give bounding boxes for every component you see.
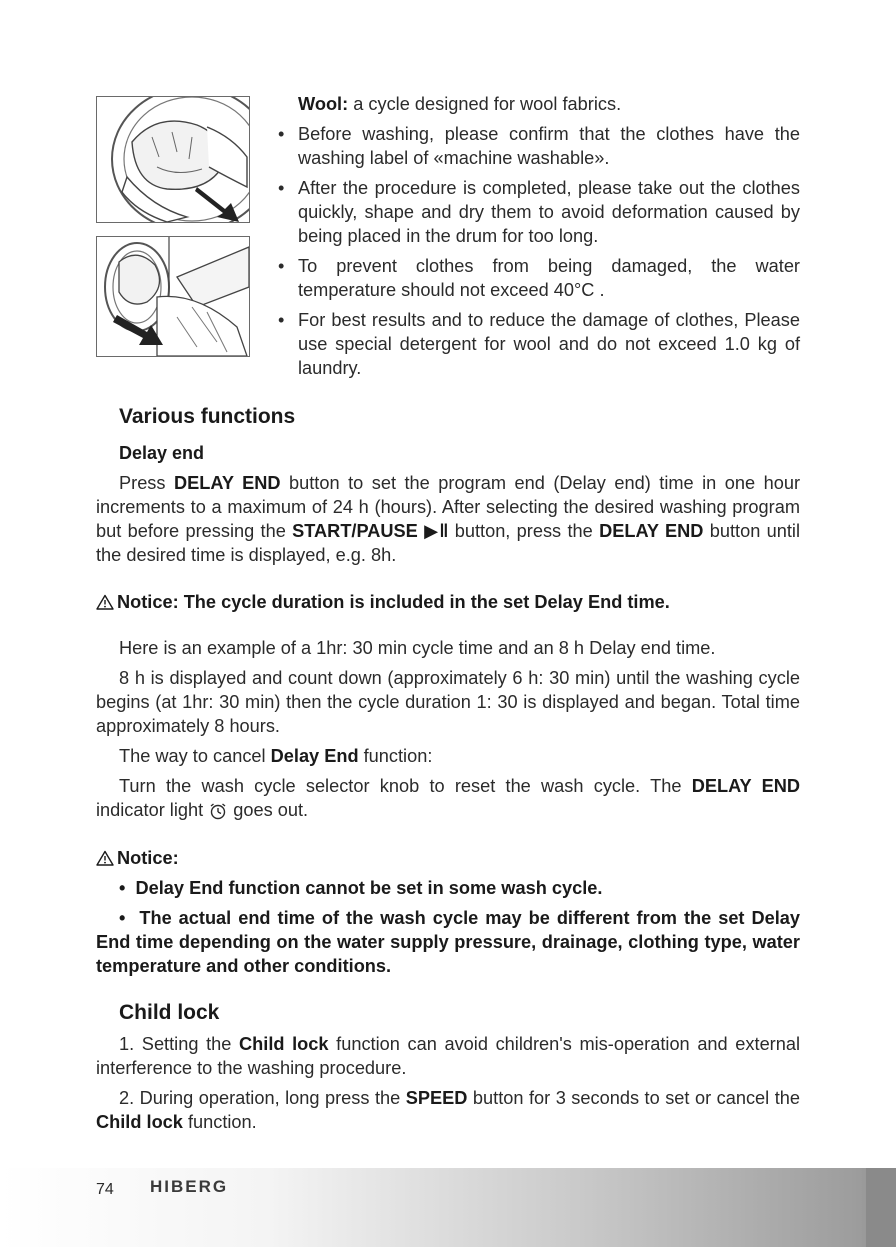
notice-cycle-duration: Notice: The cycle duration is included in the set Delay End time. xyxy=(96,590,670,614)
brand-logo xyxy=(150,1177,250,1195)
list-item: • Delay End function cannot be set in some wash cycle. xyxy=(119,878,603,898)
delay-end-heading: Delay end xyxy=(119,443,205,463)
child-lock-paragraph-2: 2. During operation, long press the SPEED button for 3 seconds to set or cancel the Child lock function. xyxy=(96,1088,800,1132)
notice-delay-end-list xyxy=(96,876,800,984)
list-item: • The actual end time of the wash cycle may be different from the set Delay End time depending on the water supply pressure, drainage, clothing type, water temperature and other conditions. xyxy=(96,908,801,976)
wool-intro: Wool: a cycle designed for wool fabrics. xyxy=(298,94,622,114)
child-lock-paragraph-1: 1. Setting the Child lock function can avoid children's mis-operation and external interference to the washing procedure. xyxy=(96,1034,801,1078)
wool-loading-illustration-bottom xyxy=(96,236,250,357)
notice-delay-end-title: Notice: xyxy=(96,846,179,870)
delay-clock-icon xyxy=(208,802,228,820)
list-item: • To prevent clothes from being damaged, the water temperature should not exceed 40°C . xyxy=(278,256,800,300)
delay-end-paragraph: Press DELAY END button to set the program end (Delay end) time in one hour increments to a maximum of 24 h (hours). After selecting the desired washing program but before pressing the START/PAUSE ▶‖ button, press the DELAY END button until the desired time is displayed, e.g. 8h. xyxy=(96,473,801,565)
page-number: 74 xyxy=(96,1181,114,1198)
example-paragraph: Here is an example of a 1hr: 30 min cycle time and an 8 h Delay end time. xyxy=(119,638,716,658)
footer-edge-band xyxy=(866,1168,896,1247)
list-item: • For best results and to reduce the damage of clothes, Please use special detergent for wool and do not exceed 1.0 kg of laundry. xyxy=(278,310,800,378)
delay-end-example xyxy=(96,636,800,828)
list-item: • Before washing, please confirm that the clothes have the washing label of «machine washable». xyxy=(278,124,800,168)
countdown-paragraph: 8 h is displayed and count down (approximately 6 h: 30 min) until the washing cycle begins (at 1hr: 30 min) then the cycle duration 1: 30 is displayed and began. Total time approximately 8 hours. xyxy=(96,668,800,736)
cancel-instruction-paragraph: Turn the wash cycle selector knob to reset the wash cycle. The DELAY END indicator light goes out. xyxy=(96,776,800,820)
child-lock-heading: Child lock xyxy=(119,1001,220,1024)
child-lock-description xyxy=(96,1032,800,1140)
wool-bullet-list xyxy=(278,122,800,380)
page-footer xyxy=(0,1168,896,1247)
cancel-intro-paragraph: The way to cancel Delay End function: xyxy=(119,746,433,766)
wool-section xyxy=(278,92,800,386)
list-item: • After the procedure is completed, please take out the clothes quickly, shape and dry them to avoid deformation caused by being placed in the drum for too long. xyxy=(278,178,800,246)
delay-end-description xyxy=(96,471,800,573)
various-functions-heading: Various functions xyxy=(119,405,296,428)
wool-loading-illustration-top xyxy=(96,96,250,223)
svg-text:HIBERG: HIBERG xyxy=(150,1177,229,1195)
warning-icon xyxy=(96,850,114,866)
warning-icon xyxy=(96,594,114,610)
